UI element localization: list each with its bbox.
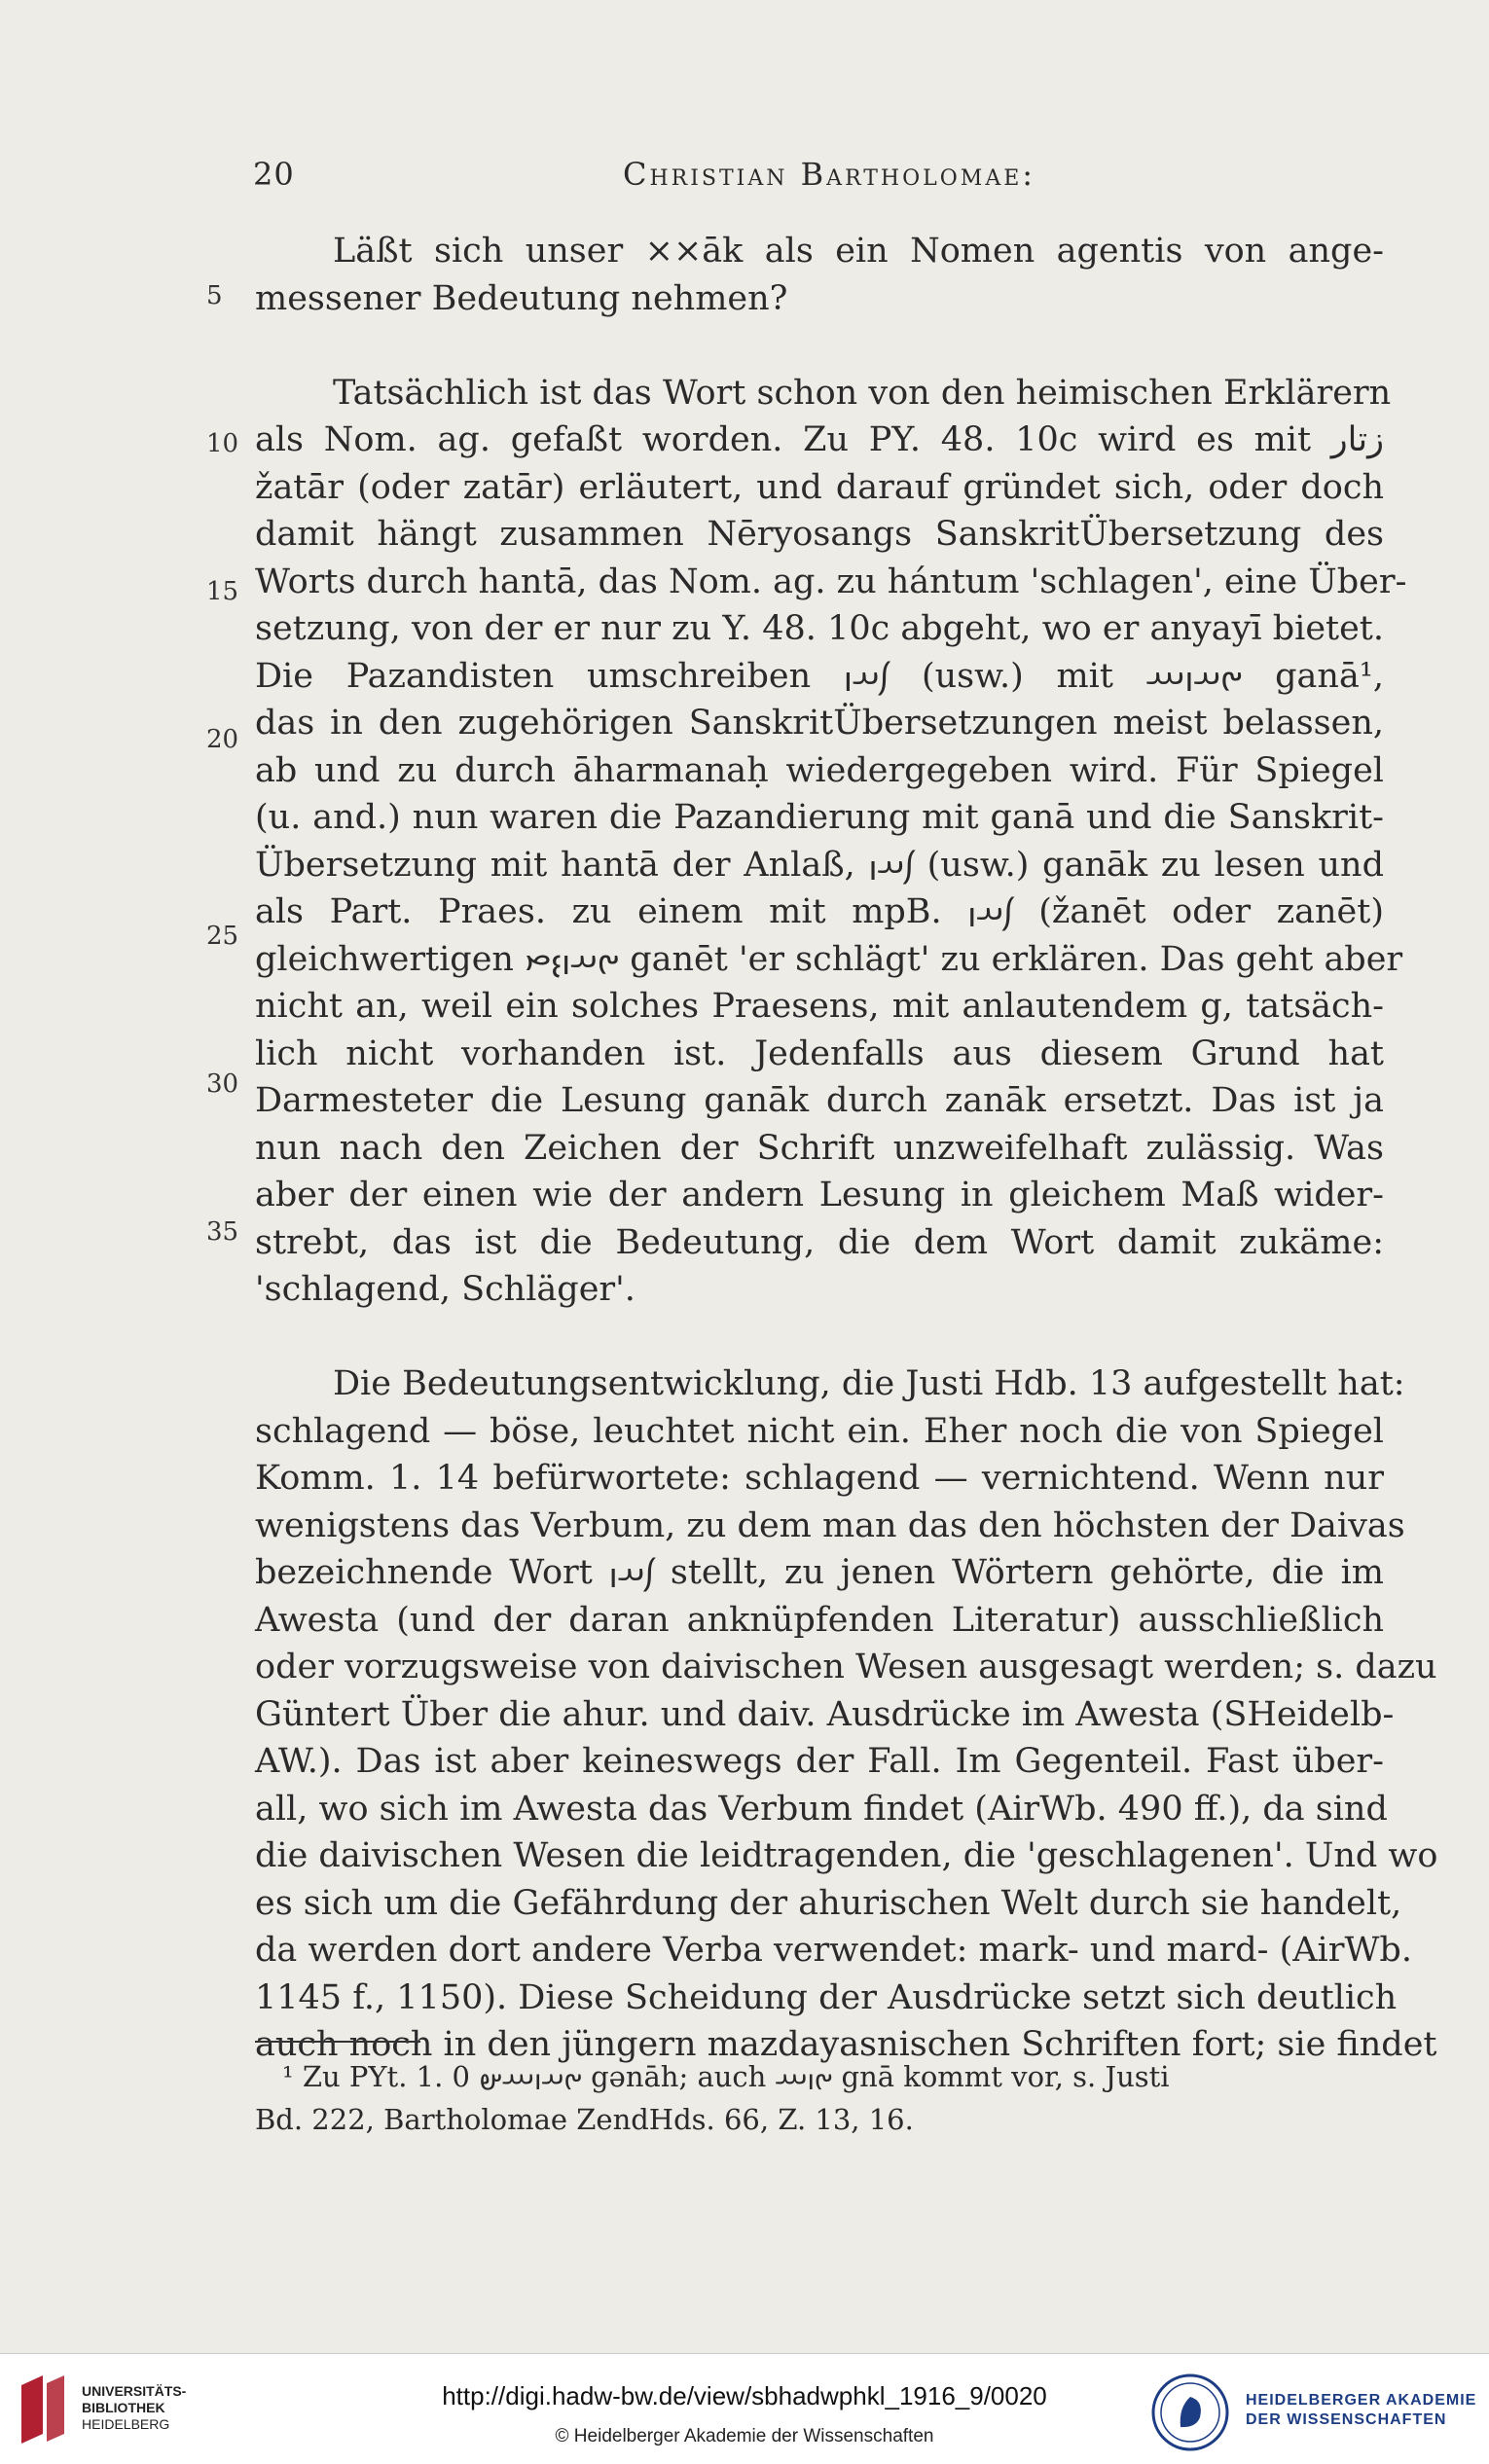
body-text <box>255 228 1438 2069</box>
viewer-footer <box>0 2353 1489 2464</box>
text-line: nicht an, weil ein solches Praesens, mit anlautendem g, tatsäch- <box>255 987 1384 1026</box>
text-line: Komm. 1. 14 befürwortete: schlagend — vernichtend. Wenn nur <box>255 1459 1384 1498</box>
paragraph <box>255 228 1384 322</box>
academy-name: HEIDELBERGER AKADEMIE DER WISSENSCHAFTEN <box>1246 2392 1477 2428</box>
text-line: Güntert Über die ahur. und daiv. Ausdrücke im Awesta (SHeidelb- <box>255 1694 1395 1734</box>
text-line: als Nom. ag. gefaßt worden. Zu PY. 48. 10c wird es mit زتار <box>255 420 1384 459</box>
page-number: 20 <box>253 156 295 193</box>
academy-seal-icon <box>1151 2373 1229 2451</box>
text-line: schlagend — böse, leuchtet nicht ein. Eher noch die von Spiegel <box>255 1411 1384 1451</box>
paragraph <box>255 1360 1438 2069</box>
text-line: damit hängt zusammen Nēryosangs SanskritÜbersetzung des <box>255 515 1384 554</box>
text-line: 1145 f., 1150). Diese Scheidung der Ausdrücke setzt sich deutlich <box>255 1977 1398 2017</box>
line-number: 20 <box>206 725 239 754</box>
text-line: (u. and.) nun waren die Pazandierung mit ganā und die Sanskrit- <box>255 798 1384 837</box>
line-number: 30 <box>206 1069 239 1099</box>
text-line: gleichwertigen 𐬔𐬀𐬥𐬆𐬙 ganēt 'er schlägt' zu erklären. Das geht aber <box>255 939 1403 979</box>
text-line: all, wo sich im Awesta das Verbum findet (AirWb. 490 ff.), da sind <box>255 1789 1388 1829</box>
text-line: es sich um die Gefährdung der ahurischen Welt durch sie handelt, <box>255 1883 1402 1923</box>
text-line: Worts durch hantā, das Nom. ag. zu hántum 'schlagen', eine Über- <box>255 562 1407 601</box>
copyright-notice: © Heidelberger Akademie der Wissenschaften <box>555 2426 934 2446</box>
text-line: Awesta (und der daran anknüpfenden Literatur) ausschließlich <box>255 1600 1384 1640</box>
footnote-line: Bd. 222, Bartholomae ZendHds. 66, Z. 13, 16. <box>255 2103 914 2136</box>
text-line: lich nicht vorhanden ist. Jedenfalls aus diesem Grund hat <box>255 1033 1384 1073</box>
text-line: setzung, von der er nur zu Y. 48. 10c abgeht, wo er anyayī bietet. <box>255 609 1384 648</box>
footnote <box>255 2055 1384 2141</box>
text-line: nun nach den Zeichen der Schrift unzweifelhaft zulässig. Was <box>255 1128 1384 1168</box>
text-line: Darmesteter die Lesung ganāk durch zanāk ersetzt. Das ist ja <box>255 1081 1384 1120</box>
text-line: als Part. Praes. zu einem mit mpB. 𐬰𐬀𐬥 (žanēt oder zanēt) <box>255 892 1384 931</box>
text-line: ab und zu durch āharmanaḥ wiedergegeben wird. Für Spiegel <box>255 750 1384 790</box>
text-line: Tatsächlich ist das Wort schon von den heimischen Erklärern <box>333 373 1392 413</box>
text-line: wenigstens das Verbum, zu dem man das den höchsten der Daivas <box>255 1505 1405 1545</box>
line-number: 15 <box>206 577 239 606</box>
text-line: das in den zugehörigen SanskritÜbersetzungen meist belassen, <box>255 704 1384 743</box>
text-line: Die Pazandisten umschreiben 𐬰𐬀𐬥 (usw.) mit 𐬔𐬀𐬥𐬁 ganā¹, <box>255 656 1384 696</box>
text-line: 'schlagend, Schläger'. <box>255 1270 636 1309</box>
text-line: oder vorzugsweise von daivischen Wesen ausgesagt werden; s. dazu <box>255 1648 1437 1686</box>
text-line: messener Bedeutung nehmen? <box>255 278 788 318</box>
line-number: 25 <box>206 922 239 951</box>
text-line: AW.). Das ist aber keineswegs der Fall. Im Gegenteil. Fast über- <box>255 1742 1384 1781</box>
line-number: 5 <box>206 281 223 310</box>
permalink-url[interactable]: http://digi.hadw-bw.de/view/sbhadwphkl_1916_9/0020 <box>442 2381 1047 2410</box>
text-line: aber der einen wie der andern Lesung in gleichem Maß wider- <box>255 1176 1384 1214</box>
text-line: da werden dort andere Verba verwendet: mark- und mard- (AirWb. <box>255 1931 1412 1970</box>
text-line: auch noch in den jüngern mazdayasnischen Schriften fort; sie findet <box>255 2025 1437 2064</box>
paragraph <box>255 370 1407 1314</box>
text-line: Läßt sich unser ××āk als ein Nomen agentis von ange- <box>333 232 1384 271</box>
text-line: bezeichnende Wort 𐬰𐬀𐬥 stellt, zu jenen Wörtern gehörte, die im <box>255 1553 1384 1592</box>
text-line: die daivischen Wesen die leidtragenden, die 'geschlagenen'. Und wo <box>255 1836 1438 1875</box>
footnote-line: ¹ Zu PYt. 1. 0 𐬔𐬀𐬥𐬁𐬵 gənāh; auch 𐬔𐬥𐬁 gnā kommt vor, s. Justi <box>282 2060 1170 2093</box>
text-line: Übersetzung mit hantā der Anlaß, 𐬰𐬀𐬥 (usw.) ganāk zu lesen und <box>255 845 1384 885</box>
university-library-name: UNIVERSITÄTS- BIBLIOTHEK HEIDELBERG <box>82 2383 187 2432</box>
footnote-rule <box>255 2041 420 2043</box>
text-line: Die Bedeutungsentwicklung, die Justi Hdb. 13 aufgestellt hat: <box>333 1364 1405 1403</box>
text-line: strebt, das ist die Bedeutung, die dem Wort damit zukäme: <box>255 1222 1384 1262</box>
line-number: 10 <box>206 429 239 458</box>
line-number: 35 <box>206 1217 239 1247</box>
running-title: Christian Bartholomae: <box>623 156 1036 193</box>
text-line: žatār (oder zatār) erläutert, und darauf gründet sich, oder doch <box>255 467 1384 507</box>
